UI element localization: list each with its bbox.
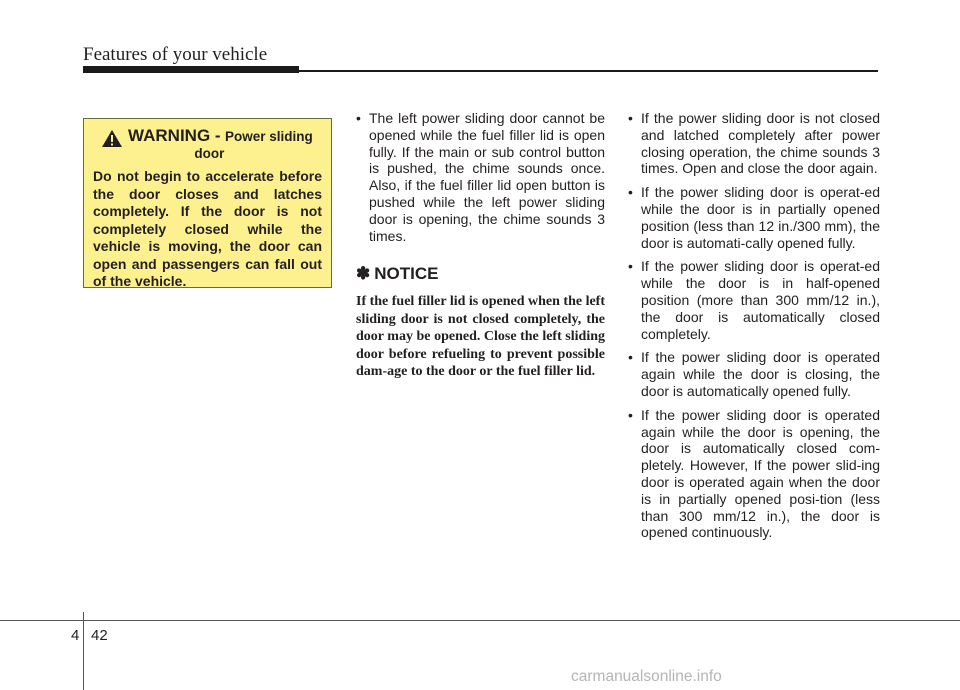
header-bar <box>83 66 299 73</box>
warning-box <box>83 118 332 288</box>
warning-body: Do not begin to accelerate before the door closes and latches completely. If the door is not completely closed while the vehicle is moving, the door can open and passengers can fall out of the vehicle. <box>93 168 322 289</box>
bullet-dot: • <box>356 110 361 126</box>
section-number: 4 <box>71 627 80 644</box>
warning-topic: Power sliding <box>225 129 313 144</box>
notice-star-icon: ✽ <box>356 264 371 284</box>
bullet-dot: • <box>628 406 633 423</box>
page-number: 42 <box>91 627 108 644</box>
warning-word: WARNING - <box>128 126 221 145</box>
list-item: • If the power sliding door is operated again while the door is closing, the door is automatically opened fully. <box>628 349 880 399</box>
list-item: • The left power sliding door cannot be opened while the fuel filler lid is open fully. If the main or sub control button is pushed, the chime sounds once. Also, if the fuel filler lid open button is pushed while the left power sliding door is opening, the chime sounds 3 times. <box>356 110 605 244</box>
middle-column <box>356 110 605 381</box>
list-item: • If the power sliding door is not closed and latched completely after power closing operation, the chime sounds 3 times. Open and close the door again. <box>628 110 880 177</box>
header-title: Features of your vehicle <box>83 44 268 65</box>
footer-rule <box>0 620 960 621</box>
warning-topic-continued: door <box>194 146 225 161</box>
list-item: • If the power sliding door is operated again while the door is opening, the door is automatically closed com-pletely. However, If the power slid-ing door is operated again when the door is in partially opened posi-tion (less than 300 mm/12 in.), the door is opened continuously. <box>628 406 880 541</box>
notice-title: NOTICE <box>374 264 439 284</box>
list-item: • If the power sliding door is operat-ed while the door is in partially opened position (less than 12 in./300 mm), the door is automati-cally opened fully. <box>628 184 880 251</box>
bullet-dot: • <box>628 349 633 366</box>
bullet-dot: • <box>628 184 633 201</box>
right-column <box>628 110 880 548</box>
watermark: carmanualsonline.info <box>571 668 722 685</box>
notice-heading <box>356 264 605 284</box>
bullet-dot: • <box>628 258 633 275</box>
bullet-dot: • <box>628 110 633 126</box>
footer-divider <box>83 612 84 690</box>
list-item: • If the power sliding door is operat-ed while the door is in half-opened position (more than 300 mm/12 in.), the door is automatically closed completely. <box>628 258 880 342</box>
header-rule <box>299 70 878 72</box>
notice-body: If the fuel filler lid is opened when the left sliding door is not closed completely, the door may be opened. Close the left sliding door before refueling to prevent possible dam-age to the door or the fuel filler lid. <box>356 294 606 380</box>
warning-heading <box>101 127 322 162</box>
